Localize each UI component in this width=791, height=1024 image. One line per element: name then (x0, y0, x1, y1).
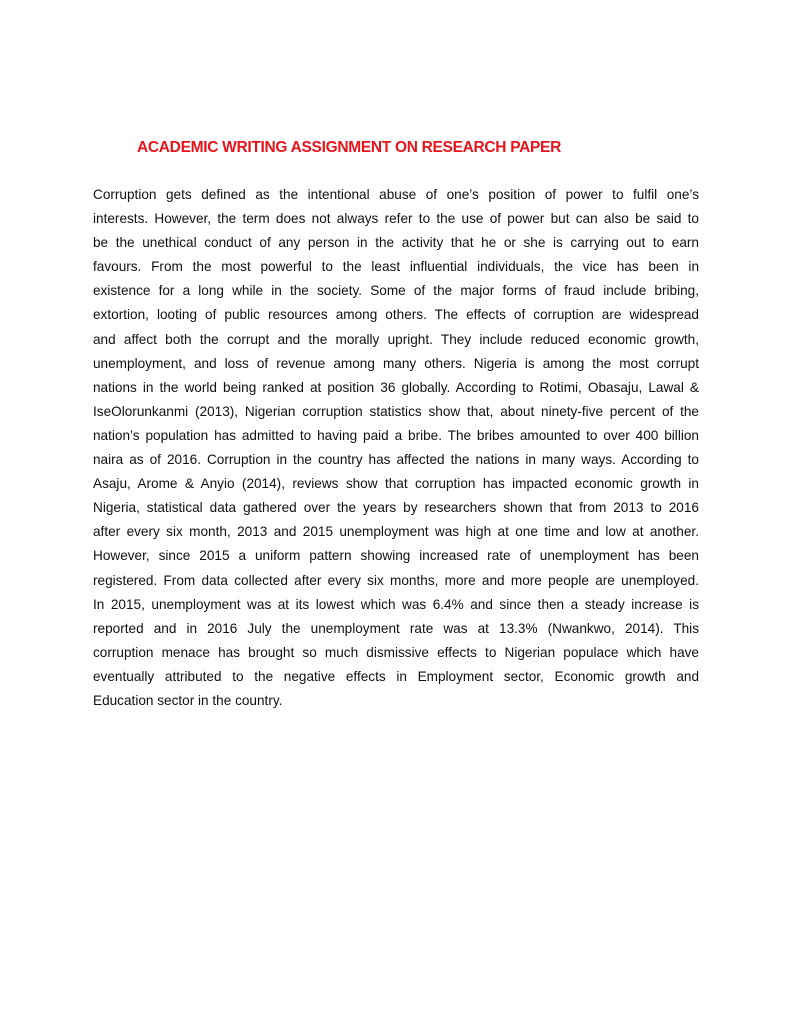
paragraph-line: Education sector in the country. (93, 692, 283, 708)
document-title: ACADEMIC WRITING ASSIGNMENT ON RESEARCH PAPER (137, 139, 561, 156)
paragraph-line: existence for a long while in the society. Some of the major forms of fraud include bribing, (93, 283, 699, 299)
paragraph-line: Nigeria, statistical data gathered over the years by researchers shown that from 2013 to 2016 (93, 500, 699, 516)
paragraph-line: registered. From data collected after every six months, more and more people are unemployed. (93, 572, 699, 588)
paragraph-line: extortion, looting of public resources among others. The effects of corruption are widespread (93, 307, 699, 323)
paragraph-line: IseOlorunkanmi (2013), Nigerian corruption statistics show that, about ninety-five percent of the (93, 403, 699, 419)
paragraph-line: corruption menace has brought so much dismissive effects to Nigerian populace which have (93, 644, 699, 660)
paragraph-line: eventually attributed to the negative effects in Employment sector, Economic growth and (93, 668, 699, 684)
paragraph-line: naira as of 2016. Corruption in the country has affected the nations in many ways. According to (93, 452, 699, 468)
paragraph-line: interests. However, the term does not always refer to the use of power but can also be said to (93, 211, 699, 227)
paragraph-line: In 2015, unemployment was at its lowest which was 6.4% and since then a steady increase is (93, 596, 699, 612)
paragraph-line: favours. From the most powerful to the least influential individuals, the vice has been in (93, 259, 699, 275)
paragraph-line: after every six month, 2013 and 2015 unemployment was high at one time and low at another. (93, 524, 699, 540)
paragraph-line: Corruption gets defined as the intentional abuse of one’s position of power to fulfil one’s (93, 187, 699, 202)
paragraph-line: nations in the world being ranked at position 36 globally. According to Rotimi, Obasaju, Lawal & (93, 379, 699, 395)
body-paragraph (93, 183, 699, 713)
paragraph-line: reported and in 2016 July the unemployment rate was at 13.3% (Nwankwo, 2014). This (93, 620, 699, 636)
paragraph-line: nation’s population has admitted to having paid a bribe. The bribes amounted to over 400 billion (93, 427, 699, 443)
paragraph-line: unemployment, and loss of revenue among many others. Nigeria is among the most corrupt (93, 355, 699, 371)
paragraph-line: and affect both the corrupt and the morally upright. They include reduced economic growth, (93, 331, 699, 347)
paragraph-line: However, since 2015 a uniform pattern showing increased rate of unemployment has been (93, 548, 699, 564)
paragraph-line: Asaju, Arome & Anyio (2014), reviews show that corruption has impacted economic growth in (93, 476, 699, 492)
paragraph-line: be the unethical conduct of any person in the activity that he or she is carrying out to earn (93, 235, 699, 251)
